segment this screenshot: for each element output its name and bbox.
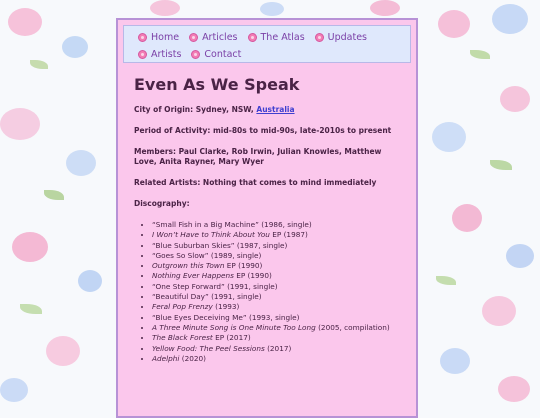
related-text: Related Artists: Nothing that comes to mind immediately — [134, 178, 377, 187]
list-item — [152, 251, 400, 261]
release-title: Adelphi — [152, 353, 180, 363]
release-title: “Small Fish in a Big Machine” — [152, 220, 259, 229]
list-item — [152, 323, 400, 333]
release-title: Nothing Ever Happens — [152, 271, 234, 281]
list-item — [152, 354, 400, 364]
release-detail: (1991, single) — [208, 292, 262, 302]
page-title: Even As We Speak — [134, 75, 300, 94]
period-text: Period of Activity: mid-80s to mid-90s, late-2010s to present — [134, 126, 392, 135]
list-item — [152, 344, 400, 354]
flower-icon — [315, 33, 324, 42]
release-title: Feral Pop Frenzy — [152, 302, 213, 312]
list-item — [152, 333, 400, 343]
release-detail: (1991, single) — [224, 281, 278, 291]
nav-item-contact[interactable] — [191, 49, 241, 60]
list-item — [152, 302, 400, 312]
release-detail: EP (1990) — [224, 261, 263, 271]
discography-list — [134, 220, 400, 364]
flower-icon — [189, 33, 198, 42]
nav-label: Articles — [202, 32, 238, 43]
nav-label: Updates — [327, 32, 368, 43]
list-item — [152, 220, 400, 230]
flower-icon — [191, 50, 200, 59]
australia-link[interactable]: Australia — [256, 105, 295, 114]
nav-item-artists[interactable] — [138, 49, 181, 60]
discography-label: Discography: — [134, 199, 190, 208]
release-detail: EP (1987) — [269, 230, 308, 240]
navigation-menu — [123, 25, 411, 63]
members-text: Members: Paul Clarke, Rob Irwin, Julian Knowles, Matthew Love, Anita Rayner, Mary Wyer — [134, 147, 382, 166]
origin-label: City of Origin: Sydney, NSW, — [134, 105, 254, 114]
release-detail: (2017) — [264, 343, 292, 353]
release-title: “Blue Suburban Skies” — [152, 240, 235, 250]
nav-label: Contact — [204, 49, 242, 60]
release-title: The Black Forest — [152, 333, 213, 343]
release-title: “Beautiful Day” — [152, 292, 209, 302]
release-title: Outgrown this Town — [152, 261, 225, 271]
release-detail: (2020) — [179, 353, 207, 363]
release-title: Yellow Food: The Peel Sessions — [152, 343, 265, 353]
release-title: “One Step Forward” — [152, 281, 225, 291]
release-detail: (1993) — [212, 302, 240, 312]
list-item — [152, 230, 400, 240]
release-detail: (1993, single) — [246, 312, 300, 322]
release-detail: (1987, single) — [234, 240, 288, 250]
nav-item-home[interactable] — [138, 32, 179, 43]
list-item — [152, 241, 400, 251]
nav-label: Artists — [151, 49, 182, 60]
release-title: “Goes So Slow” — [152, 250, 209, 260]
flower-icon — [138, 50, 147, 59]
list-item — [152, 282, 400, 292]
release-detail: (2005, compilation) — [315, 322, 390, 332]
content-panel — [116, 18, 418, 418]
release-title: “Blue Eyes Deceiving Me” — [152, 312, 247, 322]
release-detail: EP (2017) — [212, 333, 251, 343]
list-item — [152, 271, 400, 281]
list-item — [152, 292, 400, 302]
list-item — [152, 313, 400, 323]
list-item — [152, 261, 400, 271]
article-content — [118, 75, 416, 364]
release-title: A Three Minute Song is One Minute Too Long — [152, 322, 316, 332]
flower-icon — [138, 33, 147, 42]
nav-item-updates[interactable] — [315, 32, 367, 43]
flower-icon — [248, 33, 257, 42]
release-detail: (1989, single) — [208, 250, 262, 260]
release-title: I Won’t Have to Think About You — [152, 230, 270, 240]
nav-label: Home — [151, 32, 180, 43]
nav-item-the-atlas[interactable] — [248, 32, 305, 43]
origin-text — [134, 105, 400, 115]
nav-label: The Atlas — [260, 32, 305, 43]
release-detail: EP (1990) — [233, 271, 272, 281]
nav-item-articles[interactable] — [189, 32, 237, 43]
release-detail: (1986, single) — [258, 220, 312, 229]
